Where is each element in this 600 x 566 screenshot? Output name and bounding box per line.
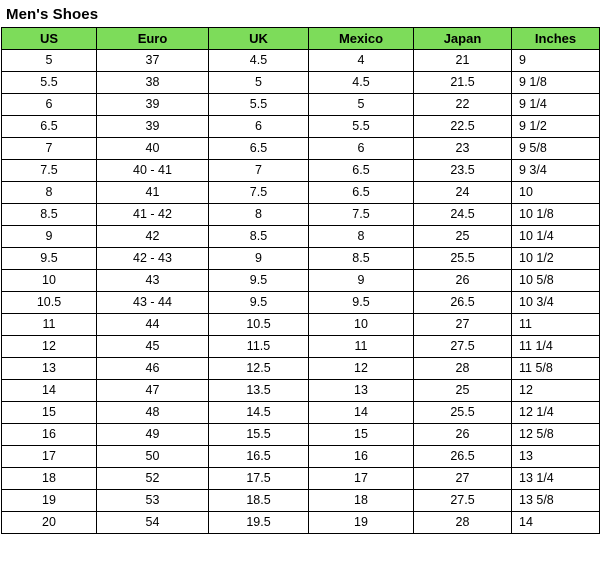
table-cell: 23.5: [414, 160, 512, 182]
table-cell: 26.5: [414, 292, 512, 314]
table-cell: 43 - 44: [97, 292, 209, 314]
table-row: [2, 292, 600, 314]
table-row: [2, 468, 600, 490]
table-cell: 28: [414, 512, 512, 534]
table-cell: 54: [97, 512, 209, 534]
table-cell: 47: [97, 380, 209, 402]
table-cell: 7: [209, 160, 309, 182]
table-cell: 4: [309, 50, 414, 72]
table-cell: 9.5: [2, 248, 97, 270]
table-cell: 9.5: [209, 292, 309, 314]
table-cell: 17.5: [209, 468, 309, 490]
table-cell: 12 5/8: [512, 424, 600, 446]
table-cell: 11 1/4: [512, 336, 600, 358]
table-row: [2, 138, 600, 160]
table-cell: 11.5: [209, 336, 309, 358]
table-cell: 43: [97, 270, 209, 292]
table-cell: 10.5: [2, 292, 97, 314]
table-cell: 12: [512, 380, 600, 402]
table-row: [2, 50, 600, 72]
table-cell: 27.5: [414, 490, 512, 512]
column-header-mexico: Mexico: [309, 28, 414, 50]
table-cell: 11: [2, 314, 97, 336]
table-cell: 10 5/8: [512, 270, 600, 292]
table-cell: 21: [414, 50, 512, 72]
table-cell: 45: [97, 336, 209, 358]
table-cell: 13: [2, 358, 97, 380]
page-title: Men's Shoes: [6, 6, 99, 23]
table-cell: 5.5: [309, 116, 414, 138]
table-row: [2, 314, 600, 336]
table-cell: 13: [512, 446, 600, 468]
table-cell: 9: [2, 226, 97, 248]
table-cell: 53: [97, 490, 209, 512]
table-cell: 9 1/4: [512, 94, 600, 116]
table-cell: 9: [309, 270, 414, 292]
table-cell: 50: [97, 446, 209, 468]
table-cell: 6: [2, 94, 97, 116]
table-row: [2, 490, 600, 512]
table-row: [2, 182, 600, 204]
table-cell: 11: [309, 336, 414, 358]
table-row: [2, 358, 600, 380]
table-cell: 11: [512, 314, 600, 336]
table-cell: 9: [209, 248, 309, 270]
table-cell: 6.5: [309, 160, 414, 182]
table-cell: 17: [309, 468, 414, 490]
table-cell: 7.5: [209, 182, 309, 204]
table-cell: 38: [97, 72, 209, 94]
table-cell: 6.5: [309, 182, 414, 204]
table-cell: 18: [2, 468, 97, 490]
table-cell: 6: [309, 138, 414, 160]
table-cell: 25.5: [414, 248, 512, 270]
table-cell: 39: [97, 94, 209, 116]
table-cell: 22: [414, 94, 512, 116]
table-cell: 7: [2, 138, 97, 160]
table-cell: 10 1/2: [512, 248, 600, 270]
table-cell: 22.5: [414, 116, 512, 138]
table-cell: 44: [97, 314, 209, 336]
table-cell: 6.5: [2, 116, 97, 138]
table-cell: 16: [309, 446, 414, 468]
table-cell: 20: [2, 512, 97, 534]
table-cell: 19: [309, 512, 414, 534]
table-row: [2, 380, 600, 402]
table-cell: 6: [209, 116, 309, 138]
table-cell: 12.5: [209, 358, 309, 380]
table-cell: 25.5: [414, 402, 512, 424]
table-cell: 19: [2, 490, 97, 512]
table-cell: 4.5: [309, 72, 414, 94]
table-cell: 14: [309, 402, 414, 424]
table-cell: 18.5: [209, 490, 309, 512]
table-cell: 8: [2, 182, 97, 204]
shoe-size-table: [1, 27, 600, 534]
table-cell: 10 1/8: [512, 204, 600, 226]
table-body: [2, 50, 600, 534]
table-cell: 9 5/8: [512, 138, 600, 160]
table-cell: 19.5: [209, 512, 309, 534]
table-row: [2, 336, 600, 358]
table-cell: 21.5: [414, 72, 512, 94]
table-row: [2, 72, 600, 94]
table-cell: 37: [97, 50, 209, 72]
table-cell: 13.5: [209, 380, 309, 402]
table-cell: 15: [2, 402, 97, 424]
table-cell: 42: [97, 226, 209, 248]
table-cell: 52: [97, 468, 209, 490]
table-row: [2, 424, 600, 446]
column-header-uk: UK: [209, 28, 309, 50]
table-cell: 9 3/4: [512, 160, 600, 182]
table-cell: 17: [2, 446, 97, 468]
table-row: [2, 270, 600, 292]
table-cell: 5: [2, 50, 97, 72]
table-cell: 9: [512, 50, 600, 72]
table-row: [2, 512, 600, 534]
table-cell: 12 1/4: [512, 402, 600, 424]
table-cell: 7.5: [2, 160, 97, 182]
table-cell: 25: [414, 226, 512, 248]
table-cell: 5: [309, 94, 414, 116]
table-header-row: [2, 28, 600, 50]
table-cell: 13 1/4: [512, 468, 600, 490]
table-cell: 9.5: [209, 270, 309, 292]
table-cell: 10: [309, 314, 414, 336]
table-cell: 41 - 42: [97, 204, 209, 226]
table-cell: 23: [414, 138, 512, 160]
table-cell: 10.5: [209, 314, 309, 336]
table-cell: 6.5: [209, 138, 309, 160]
table-cell: 40: [97, 138, 209, 160]
table-cell: 40 - 41: [97, 160, 209, 182]
table-row: [2, 446, 600, 468]
table-cell: 26.5: [414, 446, 512, 468]
table-cell: 8.5: [209, 226, 309, 248]
table-cell: 27.5: [414, 336, 512, 358]
table-cell: 39: [97, 116, 209, 138]
table-row: [2, 248, 600, 270]
table-cell: 8: [209, 204, 309, 226]
table-cell: 48: [97, 402, 209, 424]
table-cell: 27: [414, 314, 512, 336]
table-cell: 10 1/4: [512, 226, 600, 248]
table-cell: 5.5: [2, 72, 97, 94]
column-header-japan: Japan: [414, 28, 512, 50]
table-cell: 15: [309, 424, 414, 446]
column-header-us: US: [2, 28, 97, 50]
table-cell: 11 5/8: [512, 358, 600, 380]
table-cell: 46: [97, 358, 209, 380]
table-cell: 13: [309, 380, 414, 402]
table-cell: 15.5: [209, 424, 309, 446]
table-cell: 13 5/8: [512, 490, 600, 512]
table-cell: 18: [309, 490, 414, 512]
table-cell: 42 - 43: [97, 248, 209, 270]
table-cell: 4.5: [209, 50, 309, 72]
table-row: [2, 160, 600, 182]
table-cell: 7.5: [309, 204, 414, 226]
table-cell: 14: [512, 512, 600, 534]
table-cell: 8.5: [309, 248, 414, 270]
table-cell: 10: [512, 182, 600, 204]
table-cell: 5.5: [209, 94, 309, 116]
table-row: [2, 94, 600, 116]
column-header-inches: Inches: [512, 28, 600, 50]
table-cell: 10 3/4: [512, 292, 600, 314]
table-cell: 5: [209, 72, 309, 94]
table-cell: 27: [414, 468, 512, 490]
table-cell: 9 1/8: [512, 72, 600, 94]
table-cell: 9.5: [309, 292, 414, 314]
table-cell: 41: [97, 182, 209, 204]
column-header-euro: Euro: [97, 28, 209, 50]
table-cell: 9 1/2: [512, 116, 600, 138]
table-row: [2, 226, 600, 248]
table-cell: 16: [2, 424, 97, 446]
table-cell: 26: [414, 270, 512, 292]
table-cell: 14: [2, 380, 97, 402]
table-cell: 8.5: [2, 204, 97, 226]
table-cell: 12: [2, 336, 97, 358]
table-cell: 24.5: [414, 204, 512, 226]
table-cell: 14.5: [209, 402, 309, 424]
table-cell: 24: [414, 182, 512, 204]
table-row: [2, 116, 600, 138]
table-cell: 49: [97, 424, 209, 446]
table-cell: 12: [309, 358, 414, 380]
table-row: [2, 402, 600, 424]
table-cell: 10: [2, 270, 97, 292]
table-cell: 16.5: [209, 446, 309, 468]
table-cell: 25: [414, 380, 512, 402]
table-row: [2, 204, 600, 226]
table-cell: 8: [309, 226, 414, 248]
table-cell: 28: [414, 358, 512, 380]
table-cell: 26: [414, 424, 512, 446]
